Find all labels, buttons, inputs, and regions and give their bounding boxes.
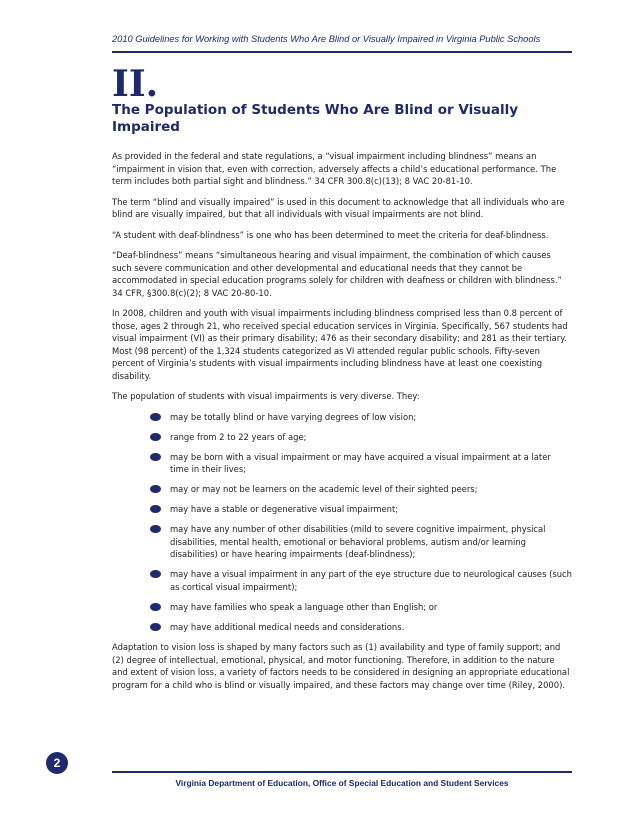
list-item-text: may have additional medical needs and considerations. bbox=[170, 621, 405, 632]
page-number-badge: 2 bbox=[46, 752, 68, 774]
list-item bbox=[112, 503, 572, 516]
paragraph-list-intro: The population of students with visual impairments is very diverse. They: bbox=[112, 391, 420, 401]
running-footer: Virginia Department of Education, Office of Special Education and Student Services bbox=[175, 778, 509, 788]
bullet-icon bbox=[150, 413, 161, 421]
list-item bbox=[112, 601, 572, 614]
list-item-text: may be totally blind or have varying degrees of low vision; bbox=[170, 411, 417, 422]
list-item bbox=[112, 523, 572, 561]
paragraph-deaf-blindness: “Deaf-blindness” means “simultaneous hearing and visual impairment, the combination of which causes such severe communication and other developmental and educational needs that they cannot be accommodated in special education programs solely for children with deafness or children with blindness.” 34 CFR, §300.8(c)(2); 8 VAC 20-80-10. bbox=[112, 250, 562, 298]
list-item-text: may have any number of other disabilities (mild to severe cognitive impairment, physical disabilities, mental health, emotional or behavioral problems, autism and/or learning disabilities) or have hearing impairments (deaf-blindness); bbox=[170, 524, 546, 559]
list-item bbox=[112, 411, 572, 424]
bullet-icon bbox=[150, 623, 161, 631]
bullet-icon bbox=[150, 570, 161, 578]
list-item bbox=[112, 621, 572, 634]
list-item-text: may have a stable or degenerative visual impairment; bbox=[170, 504, 399, 514]
paragraph-closing: Adaptation to vision loss is shaped by many factors such as (1) availability and type of family support; and (2) degree of intellectual, emotional, physical, and motor functioning. Therefore, in addition to the nature and extent of vision loss, a variety of factors needs to be considered in designing an appropriate educational program for a child who is blind or visually impaired, and these factors may change over time (Riley, 2000). bbox=[112, 642, 570, 690]
bullet-icon bbox=[150, 485, 161, 493]
list-item-text: may be born with a visual impairment or may have acquired a visual impairment at a later time in their lives; bbox=[170, 451, 551, 474]
list-item bbox=[112, 483, 572, 496]
bullet-icon bbox=[150, 433, 161, 441]
paragraph-term: The term “blind and visually impaired” is used in this document to acknowledge that all individuals who are blind are visually impaired, but that all individuals with visual impairments are not blind. bbox=[112, 196, 565, 219]
bullet-icon bbox=[150, 505, 161, 513]
header-rule bbox=[112, 51, 572, 53]
paragraph-deaf-blind-student: “A student with deaf-blindness” is one who has been determined to meet the criteria for deaf-blindness. bbox=[112, 229, 549, 240]
list-item bbox=[112, 431, 572, 444]
chapter-title: The Population of Students Who Are Blind or Visually Impaired bbox=[112, 102, 519, 135]
list-item bbox=[112, 451, 572, 476]
paragraph-definition: As provided in the federal and state regulations, a “visual impairment including blindness” means an “impairment in vision that, even with correction, adversely affects a child’s educational performance. The term includes both partial sight and blindness.” 34 CFR 300.8(c)(13); 8 VAC 20-81-10. bbox=[112, 151, 557, 186]
body-content bbox=[112, 150, 572, 699]
list-item-text: may have a visual impairment in any part of the eye structure due to neurological causes (such as cortical visual impairment); bbox=[170, 569, 572, 592]
footer-rule bbox=[112, 771, 572, 773]
running-header: 2010 Guidelines for Working with Students Who Are Blind or Visually Impaired in Virginia Public Schools bbox=[112, 34, 541, 44]
list-item-text: range from 2 to 22 years of age; bbox=[170, 431, 307, 442]
characteristics-list bbox=[112, 411, 572, 634]
bullet-icon bbox=[150, 603, 161, 611]
chapter-number: II. bbox=[112, 63, 159, 105]
list-item-text: may have families who speak a language other than English; or bbox=[170, 601, 438, 612]
list-item-text: may or may not be learners on the academic level of their sighted peers; bbox=[170, 484, 478, 494]
paragraph-statistics: In 2008, children and youth with visual impairments including blindness comprised less than 0.8 percent of those, ages 2 through 21, who received special education services in Virginia. Specifically, 567 students had visual impairment (VI) as their primary disability; 476 as their secondary disability; and 281 as their tertiary. Most (98 percent) of the 1,324 students categorized as VI attended regular public schools. Fifty-seven percent of Virginia’s students with visual impairments including blindness have at least one coexisting disability. bbox=[112, 308, 568, 381]
list-item bbox=[112, 568, 572, 593]
bullet-icon bbox=[150, 453, 161, 461]
bullet-icon bbox=[150, 525, 161, 533]
